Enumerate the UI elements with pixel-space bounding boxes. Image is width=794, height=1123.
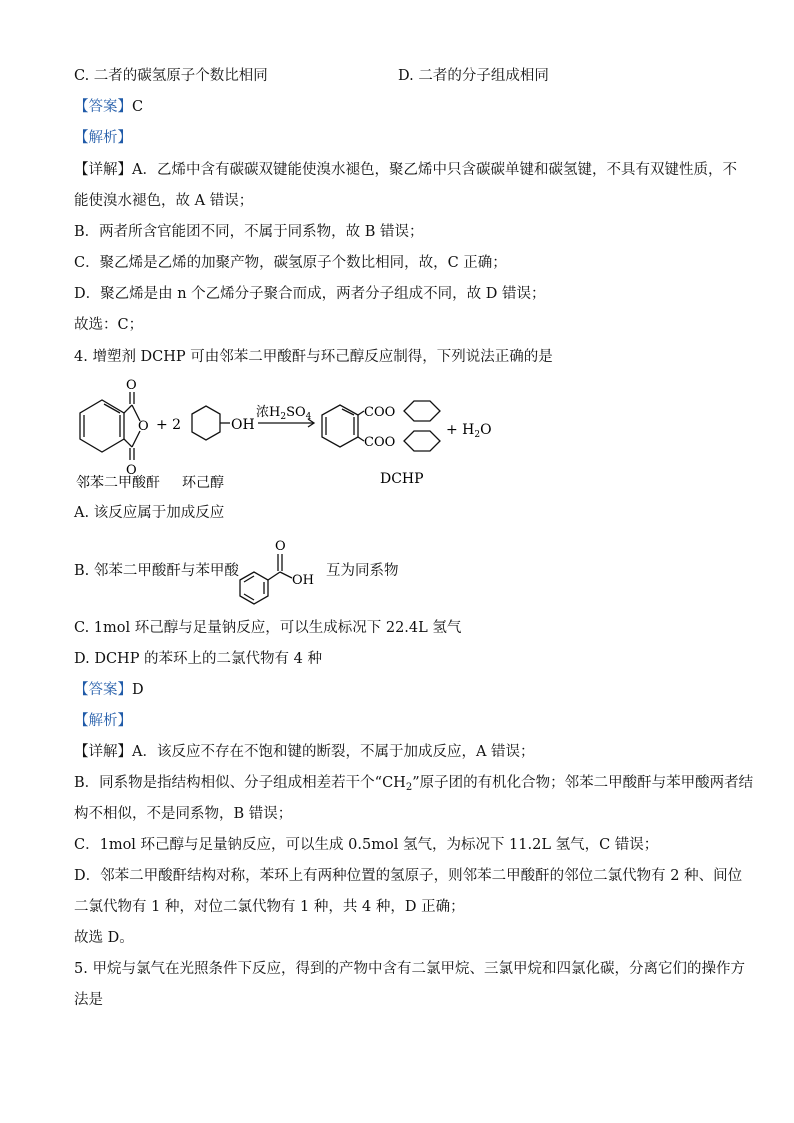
q4-option-a: A. 该反应属于加成反应: [74, 505, 225, 521]
answer-label: 【答案】: [74, 99, 132, 115]
reaction-scheme: [74, 378, 494, 496]
q4-option-c: C. 1mol 环己醇与足量钠反应，可以生成标况下 22.4L 氢气: [74, 620, 462, 636]
q5-stem-line2: 法是: [74, 992, 103, 1008]
q3-detail-line1: [74, 160, 737, 180]
benzoic-o: O: [275, 539, 286, 554]
q3-detail-line2: 能使溴水褪色，故 A 错误；: [74, 193, 254, 209]
q4-option-d: D. DCHP 的苯环上的二氯代物有 4 种: [74, 651, 322, 667]
anhydride-o-bottom: O: [126, 463, 137, 478]
anhydride-o-top: O: [126, 378, 137, 393]
q4-option-b-pre: B. 邻苯二甲酸酐与苯甲酸: [74, 563, 239, 579]
detail-label: 【详解】: [74, 744, 132, 760]
q4-option-b-post: 互为同系物: [326, 563, 399, 579]
q4-detail-d2: 二氯代物有 1 种，对位二氯代物有 1 种，共 4 种，D 正确；: [74, 899, 465, 915]
q4-conclusion: 故选 D。: [74, 930, 134, 946]
q4-detail-b1: B．同系物是指结构相似、分子组成相差若干个“$CH_2$”原子团的有机化合物；邻苯二甲酸酐与苯甲酸两者结: [74, 775, 754, 793]
label-anhydride: 邻苯二甲酸酐: [76, 475, 160, 491]
coefficient: + 2: [156, 417, 182, 433]
q3-option-d: D. 二者的分子组成相同: [398, 68, 549, 84]
benzoic-oh: OH: [292, 573, 314, 588]
plus-water: + $H_2O$: [446, 422, 492, 440]
detail-text: A．乙烯中含有碳碳双键能使溴水褪色，聚乙烯中只含碳碳单键和碳氢键，不具有双键性质，不: [132, 162, 737, 178]
q5-stem-line1: 5. 甲烷与氯气在光照条件下反应，得到的产物中含有二氯甲烷、三氯甲烷和四氯化碳，分离它们的操作方: [74, 961, 745, 977]
q3-detail-c: C．聚乙烯是乙烯的加聚产物，碳氢原子个数比相同，故，C 正确；: [74, 255, 507, 271]
anhydride-o-ring: O: [138, 419, 149, 434]
q3-detail-d: D．聚乙烯是由 n 个乙烯分子聚合而成，两者分子组成不同，故 D 错误；: [74, 286, 546, 302]
q3-analysis-label: 【解析】: [74, 130, 132, 146]
q4-detail-d1: D．邻苯二甲酸酐结构对称，苯环上有两种位置的氢原子，则邻苯二甲酸酐的邻位二氯代物有 2 种、间位: [74, 868, 743, 884]
label-alcohol: 环己醇: [182, 475, 224, 491]
q3-option-c: C. 二者的碳氢原子个数比相同: [74, 68, 268, 84]
detail-label: 【详解】: [74, 162, 132, 178]
q4-stem: 4. 增塑剂 DCHP 可由邻苯二甲酸酐与环己醇反应制得，下列说法正确的是: [74, 349, 553, 365]
q4-analysis-label: 【解析】: [74, 713, 132, 729]
reagent: 浓$H_2SO_4$: [256, 405, 312, 422]
q3-detail-b: B．两者所含官能团不同，不属于同系物，故 B 错误；: [74, 224, 424, 240]
answer-value: C: [132, 99, 144, 115]
q4-answer: [74, 680, 144, 700]
q3-answer: [74, 97, 143, 117]
q3-conclusion: 故选：C；: [74, 317, 144, 333]
answer-value: D: [132, 682, 144, 698]
q4-detail-a: [74, 742, 535, 762]
q4-detail-b2: 构不相似，不是同系物，B 错误；: [74, 806, 293, 822]
ester-group-bottom: COO: [364, 435, 396, 450]
q4-detail-c: C．1mol 环己醇与足量钠反应，可以生成 0.5mol 氢气，为标况下 11.2L 氢气，C 错误；: [74, 837, 659, 853]
detail-text: A．该反应不存在不饱和键的断裂，不属于加成反应，A 错误；: [132, 744, 535, 760]
answer-label: 【答案】: [74, 682, 132, 698]
label-product: DCHP: [380, 471, 424, 487]
alcohol-oh: OH: [231, 417, 255, 433]
ester-group-top: COO: [364, 405, 396, 420]
